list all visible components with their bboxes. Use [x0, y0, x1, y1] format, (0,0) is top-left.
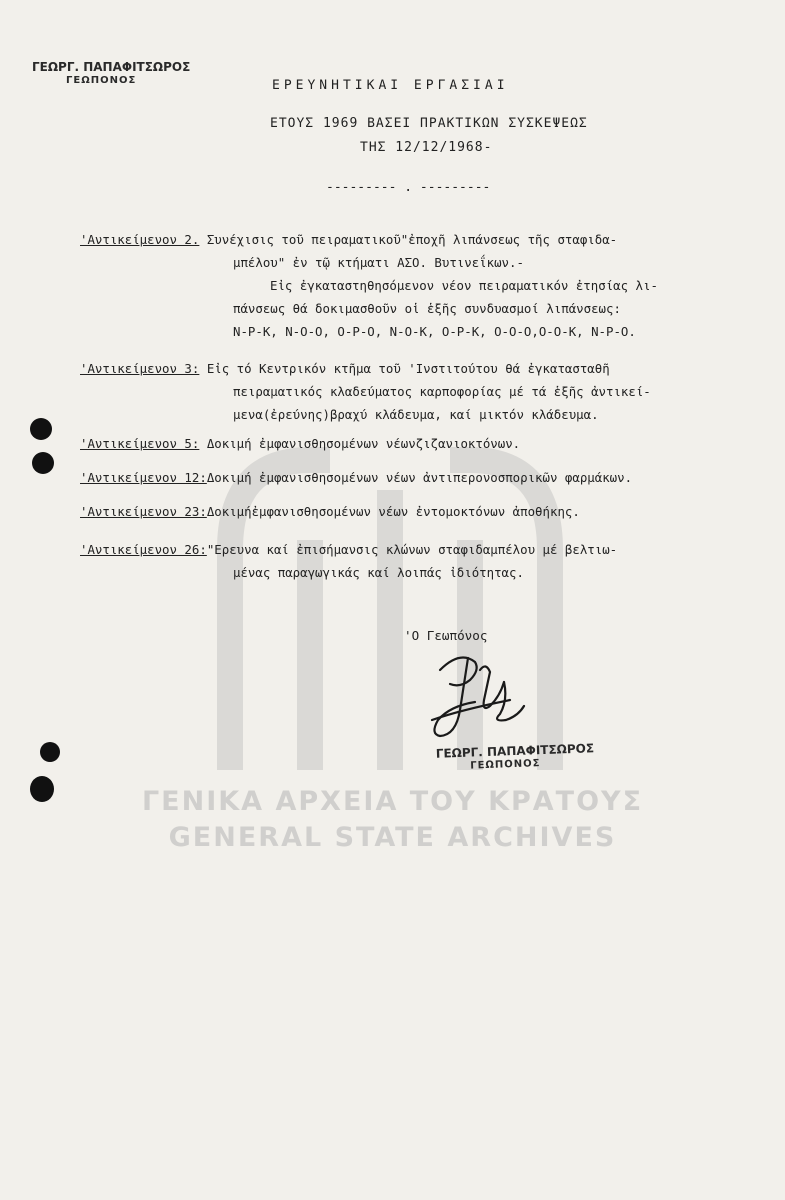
- item-5: [80, 432, 520, 455]
- item-label: 'Αντικείμενον 23:: [80, 504, 207, 519]
- item-line: Εἰς ἐγκαταστηθησόμενον νέον πειραματικόν ἐτησίας λι-: [270, 278, 658, 293]
- item-line: Συνέχισις τοῦ πειραματικοῦ"ἐποχῆ λιπάνσεως τῆς σταφιδα-: [206, 232, 618, 247]
- binder-hole: [32, 452, 54, 474]
- stamp-top-role: ΓΕΩΠΟΝΟΣ: [66, 75, 137, 86]
- signer-label: 'Ο Γεωπόνος: [404, 628, 488, 643]
- item-label: 'Αντικείμενον 26:: [80, 542, 207, 557]
- item-line: μενα(ἐρεύνης)βραχύ κλάδευμα, καί μικτόν κλάδευμα.: [233, 407, 599, 422]
- stamp-bottom-role: ΓΕΩΠΟΝΟΣ: [470, 758, 541, 772]
- item-label: 'Αντικείμενον 5:: [80, 436, 200, 451]
- document-title: ΕΡΕΥΝΗΤΙΚΑΙ ΕΡΓΑΣΙΑΙ: [272, 78, 509, 93]
- binder-hole: [40, 742, 60, 762]
- item-12: [80, 466, 632, 489]
- item-2: [80, 228, 658, 343]
- item-26: [80, 538, 617, 584]
- item-line: Δοκιμήἐμφανισθησομένων νέων ἐντομοκτόνων ἀποθήκης.: [206, 504, 580, 519]
- item-3: [80, 357, 651, 426]
- stamp-top: [32, 60, 190, 88]
- handwritten-signature: [420, 640, 530, 750]
- item-line: μένας παραγωγικάς καί λοιπάς ἰδιότητας.: [233, 565, 524, 580]
- archive-watermark-greek: ΓΕΝΙΚΑ ΑΡΧΕΙΑ ΤΟΥ ΚΡΑΤΟΥΣ: [141, 786, 644, 817]
- binder-hole: [30, 418, 52, 440]
- item-label: 'Αντικείμενον 12:: [80, 470, 207, 485]
- item-line: Δοκιμή ἐμφανισθησομένων νέων ἀντιπερονοσπορικῶν φαρμάκων.: [206, 470, 633, 485]
- item-line: Εἰς τό Κεντρικόν κτῆμα τοῦ 'Ινστιτούτου θά ἐγκατασταθῆ: [206, 361, 610, 376]
- item-label: 'Αντικείμενον 3:: [80, 361, 200, 376]
- item-line: "Ερευνα καί ἐπισήμανσις κλώνων σταφιδαμπέλου μέ βελτιω-: [206, 542, 618, 557]
- document-date: ΤΗΣ 12/12/1968-: [360, 140, 493, 155]
- item-line: Δοκιμή ἐμφανισθησομένων νέωνζιζανιοκτόνων.: [206, 436, 521, 451]
- document-subtitle: ΕΤΟΥΣ 1969 ΒΑΣΕΙ ΠΡΑΚΤΙΚΩΝ ΣΥΣΚΕΨΕΩΣ: [270, 116, 588, 131]
- stamp-top-name: ΓΕΩΡΓ. ΠΑΠΑΦΙΤΣΩΡΟΣ: [32, 60, 191, 74]
- item-line: μπέλου" ἐν τῷ κτήματι ΑΣΟ. Βυτινεΐκων.-: [233, 255, 524, 270]
- item-23: [80, 500, 580, 523]
- separator: --------- . ---------: [326, 180, 491, 195]
- archive-watermark-english: GENERAL STATE ARCHIVES: [168, 822, 617, 853]
- binder-hole: [30, 776, 54, 802]
- item-label: 'Αντικείμενον 2.: [80, 232, 200, 247]
- item-line: πειραματικός κλαδεύματος καρποφορίας μέ τά ἑξῆς ἀντικεί-: [233, 384, 651, 399]
- stamp-bottom-name: ΓΕΩΡΓ. ΠΑΠΑΦΙΤΣΩΡΟΣ: [435, 741, 595, 761]
- stamp-bottom: [436, 741, 595, 775]
- item-line: πάνσεως θά δοκιμασθοῦν οἱ ἑξῆς συνδυασμοί λιπάνσεως:: [233, 301, 621, 316]
- item-line: Ν-Ρ-Κ, Ν-Ο-Ο, Ο-Ρ-Ο, Ν-Ο-Κ, Ο-Ρ-Κ, Ο-Ο-Ο,Ο-Ο-Κ, Ν-Ρ-Ο.: [233, 324, 636, 339]
